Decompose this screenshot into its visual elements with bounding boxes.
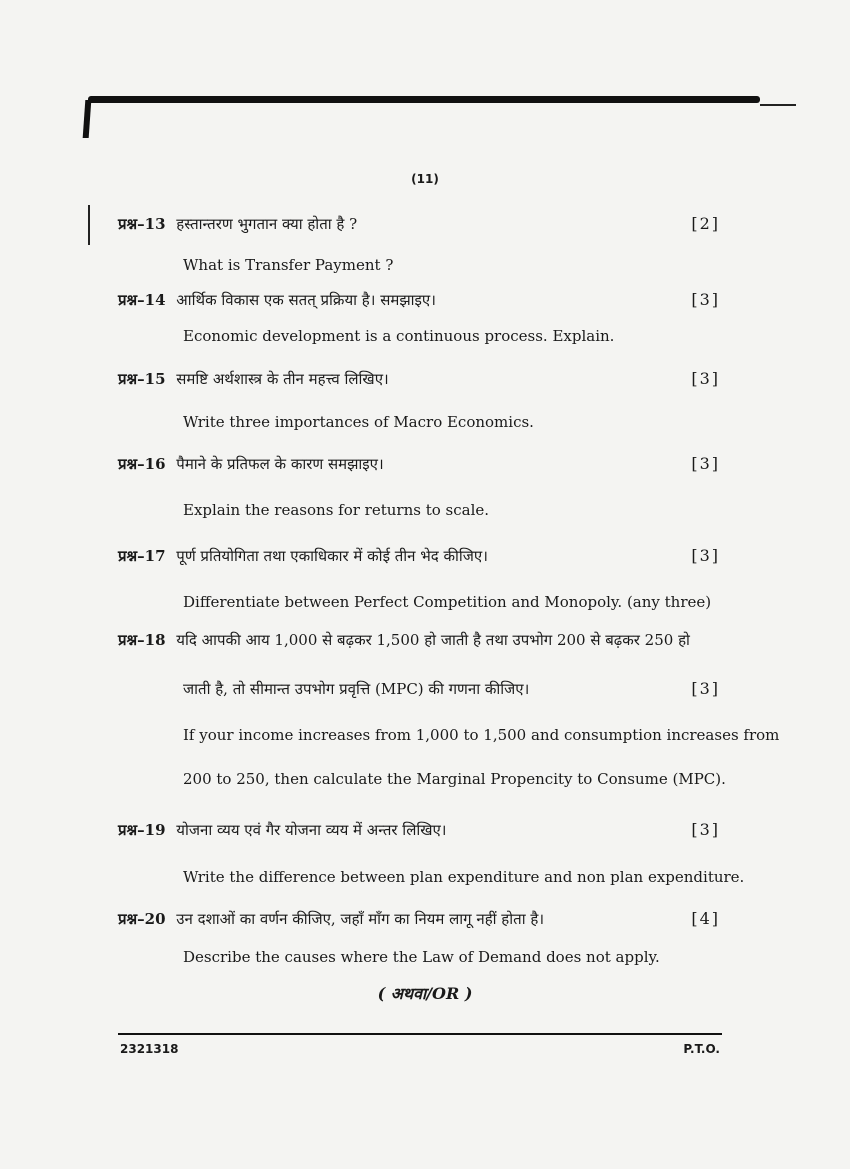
question-marks: [4] — [691, 909, 720, 928]
question-18 — [118, 630, 720, 650]
question-hindi-continued: जाती है, तो सीमान्त उपभोग प्रवृत्ति (MPC) की गणना कीजिए। — [183, 680, 530, 698]
question-marks: [3] — [691, 290, 720, 309]
question-english: Write the difference between plan expenditure and non plan expenditure. — [183, 868, 745, 886]
question-marks: [3] — [691, 369, 720, 388]
question-15 — [118, 369, 720, 389]
question-hindi: यदि आपकी आय 1,000 से बढ़कर 1,500 हो जाती है तथा उपभोग 200 से बढ़कर 250 हो — [176, 631, 690, 649]
question-number: प्रश्न–19 — [118, 821, 166, 839]
question-14 — [118, 290, 720, 310]
question-marks: [2] — [691, 214, 720, 233]
margin-mark — [88, 205, 90, 245]
question-number: प्रश्न–13 — [118, 215, 166, 233]
question-marks: [3] — [691, 679, 720, 698]
question-marks: [3] — [691, 820, 720, 839]
question-hindi: समष्टि अर्थशास्त्र के तीन महत्त्व लिखिए। — [176, 370, 389, 388]
question-18-continued — [183, 679, 720, 699]
page-number: (11) — [411, 172, 439, 186]
bottom-rule — [118, 1033, 722, 1035]
question-english: Write three importances of Macro Economics. — [183, 413, 534, 431]
question-hindi: पैमाने के प्रतिफल के कारण समझाइए। — [176, 455, 384, 473]
question-marks: [3] — [691, 454, 720, 473]
question-19 — [118, 820, 720, 840]
top-rule-hook — [83, 100, 92, 138]
question-hindi: उन दशाओं का वर्णन कीजिए, जहाँ माँग का नियम लागू नहीं होता है। — [176, 910, 545, 928]
question-number: प्रश्न–17 — [118, 547, 166, 565]
pto-label: P.T.O. — [683, 1042, 720, 1056]
question-marks: [3] — [691, 546, 720, 565]
question-hindi: आर्थिक विकास एक सतत् प्रक्रिया है। समझाइए। — [176, 291, 436, 309]
question-english: If your income increases from 1,000 to 1,500 and consumption increases from — [183, 726, 780, 744]
question-number: प्रश्न–14 — [118, 291, 166, 309]
question-english: Differentiate between Perfect Competition and Monopoly. (any three) — [183, 593, 712, 611]
or-label: ( अथवा/OR ) — [377, 984, 473, 1003]
question-number: प्रश्न–18 — [118, 631, 166, 649]
paper-code: 2321318 — [120, 1042, 179, 1056]
question-english: Describe the causes where the Law of Demand does not apply. — [183, 948, 660, 966]
question-number: प्रश्न–15 — [118, 370, 166, 388]
question-english: What is Transfer Payment ? — [183, 256, 394, 274]
question-number: प्रश्न–16 — [118, 455, 166, 473]
question-hindi: हस्तान्तरण भुगतान क्या होता है ? — [176, 215, 358, 233]
question-number: प्रश्न–20 — [118, 910, 166, 928]
question-hindi: योजना व्यय एवं गैर योजना व्यय में अन्तर लिखिए। — [176, 821, 447, 839]
question-17 — [118, 546, 720, 566]
question-english-continued: 200 to 250, then calculate the Marginal Propencity to Consume (MPC). — [183, 770, 726, 788]
top-rule — [88, 96, 760, 103]
question-english: Economic development is a continuous process. Explain. — [183, 327, 615, 345]
question-16 — [118, 454, 720, 474]
question-20 — [118, 909, 720, 929]
question-hindi: पूर्ण प्रतियोगिता तथा एकाधिकार में कोई तीन भेद कीजिए। — [176, 547, 488, 565]
question-english: Explain the reasons for returns to scale. — [183, 501, 490, 519]
top-rule-tail — [760, 104, 796, 106]
question-13 — [118, 214, 720, 234]
